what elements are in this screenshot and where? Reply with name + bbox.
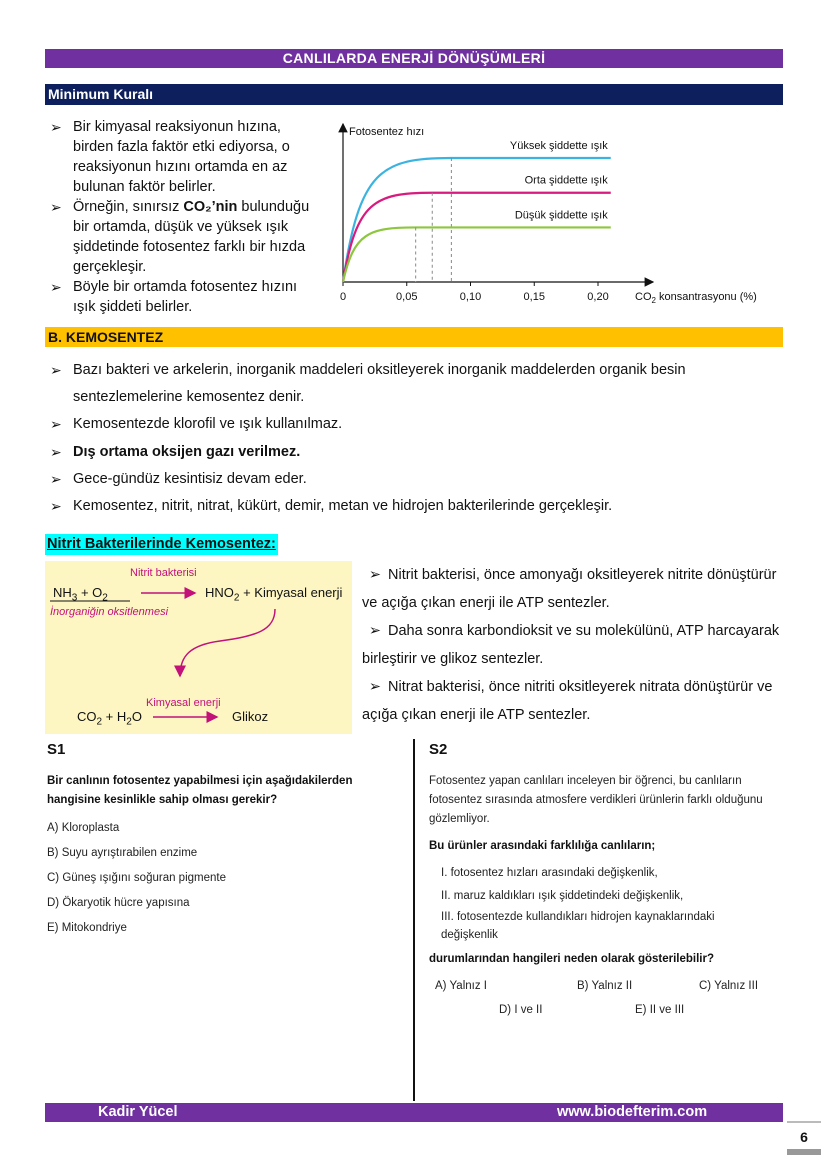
arrow-bullet-icon: ➢	[368, 567, 382, 583]
sub-2: 2	[102, 592, 108, 604]
series-line-3	[343, 227, 611, 282]
question-s1	[47, 741, 397, 941]
x-tick-label: 0	[339, 291, 347, 303]
minimum-bullet-3: ➢ Böyle bir ortamda fotosentez hızını ışık şiddeti belirler.	[47, 277, 315, 317]
products	[205, 585, 342, 604]
s2-option-b[interactable]: B) Yalnız II	[577, 980, 633, 992]
nitrit-paragraph-1	[362, 561, 788, 617]
question-s2	[429, 741, 771, 1029]
s1-label: S1	[47, 741, 66, 758]
nitrit-paragraphs	[362, 561, 788, 729]
o-text: O	[131, 709, 142, 724]
s2-label: S2	[429, 741, 448, 758]
nitrit-paragraph-2-text: Daha sonra karbondioksit ve su molekülünü, ATP harcayarak birleştirir ve glikoz sentezler.	[362, 623, 780, 667]
nitrit-paragraph-1-text: Nitrit bakterisi, önce amonyağı oksitleyerek nitrite dönüştürür ve açığa çıkan enerji ile ATP sentezler.	[362, 567, 777, 611]
glikoz: Glikoz	[232, 709, 269, 724]
kemosentez-bullet-4: ➢ Gece-gündüz kesintisiz devam eder.	[47, 466, 787, 493]
arrow-bullet-icon: ➢	[368, 623, 382, 639]
s1-option-b[interactable]: B) Suyu ayrıştırabilen enzime	[47, 847, 198, 859]
minimum-bullets	[47, 117, 315, 317]
sub-2d: 2	[126, 716, 132, 728]
s1-options	[47, 816, 397, 941]
s2-option-d[interactable]: D) I ve II	[499, 1004, 543, 1016]
minimum-bullet-2-rest: bulunduğu bir ortamda, düşük ve yüksek ışık şiddetinde fotosentez farklı bir hızda gerçekleşir.	[73, 199, 310, 275]
sub-2c: 2	[96, 716, 103, 728]
series-label-1: Yüksek şiddette ışık	[509, 140, 608, 152]
section-heading-kemosentez: B. KEMOSENTEZ	[45, 327, 783, 347]
section-heading-minimum: Minimum Kuralı	[45, 84, 783, 105]
s2-option-e[interactable]: E) II ve III	[635, 1004, 685, 1016]
column-divider	[413, 739, 415, 1101]
page-number: 6	[787, 1121, 821, 1151]
kemosentez-bullet-3: ➢ Dış ortama oksijen gazı verilmez.	[47, 439, 787, 466]
kimyasal-enerji-text: + Kimyasal enerji	[239, 585, 343, 600]
co2-bold: CO₂’nin	[183, 199, 238, 215]
nitrit-paragraph-2	[362, 617, 788, 673]
sub-3: 3	[71, 592, 78, 604]
kemosentez-bullets	[47, 357, 787, 520]
footer-bar	[45, 1103, 783, 1122]
s2-option-a[interactable]: A) Yalnız I	[435, 980, 487, 992]
x-tick-label: 0,20	[587, 291, 609, 303]
minimum-bullet-2-prefix: Örneğin, sınırsız	[73, 199, 180, 215]
s1-question: Bir canlının fotosentez yapabilmesi için aşağıdakilerden hangisine kesinlikle sahip olması gerekir?	[47, 775, 353, 806]
co-text: CO	[77, 709, 97, 724]
page-number-bar	[787, 1149, 821, 1155]
s2-item-1: I. fotosentez hızları arasındaki değişkenlik,	[441, 867, 658, 879]
kemosentez-bullet-1: ➢ Bazı bakteri ve arkelerin, inorganik maddeleri oksitleyerek inorganik maddelerden organik besin sentezlemelerine kemosentez denir.	[47, 357, 787, 411]
s2-option-c[interactable]: C) Yalnız III	[699, 980, 759, 992]
y-axis-label: Fotosentez hızı	[349, 126, 425, 138]
series-label-2: Orta şiddette ışık	[524, 174, 608, 187]
plus-h-text: + H	[102, 709, 127, 724]
nitrit-paragraph-3-text: Nitrat bakterisi, önce nitriti oksitleyerek nitrata dönüştürür ve açığa çıkan enerji ile ATP sentezler.	[362, 679, 773, 723]
x-tick-label: 0,10	[459, 291, 482, 303]
s1-option-a[interactable]: A) Kloroplasta	[47, 822, 120, 834]
s1-option-d[interactable]: D) Ökaryotik hücre yapısına	[47, 897, 190, 909]
minimum-bullet-2	[47, 197, 315, 277]
s2-lead: Bu ürünler arasındaki farklılığa canlıların;	[429, 840, 656, 852]
plus-o2-text: + O	[77, 585, 103, 600]
x-axis-label: $CO_2$ konsantrasyonu (%)	[635, 291, 757, 305]
series-line-2	[343, 193, 611, 282]
series-label-3: Düşük şiddette ışık	[514, 209, 608, 222]
s2-item-2: II. maruz kaldıkları ışık şiddetindeki değişkenlik,	[441, 890, 684, 902]
x-tick-label: 0,05	[396, 291, 418, 303]
s2-options	[429, 977, 771, 1029]
nh3-text: NH	[53, 585, 72, 600]
nitrit-paragraph-3	[362, 673, 788, 729]
sub-2b: 2	[233, 592, 240, 604]
co2-h2o	[77, 709, 142, 728]
s1-option-e[interactable]: E) Mitokondriye	[47, 922, 127, 934]
page-title: CANLILARDA ENERJİ DÖNÜŞÜMLERİ	[45, 49, 783, 68]
hno2-text: HNO	[205, 585, 234, 600]
minimum-bullet-1: ➢ Bir kimyasal reaksiyonun hızına, birden fazla faktör etki ediyorsa, o reaksiyonun hızını ortamda en az bulunan faktör belirler.	[47, 117, 315, 197]
chemosynthesis-diagram	[45, 561, 352, 734]
footer-author: Kadir Yücel	[98, 1104, 178, 1120]
label-nitrit-bakterisi: Nitrit bakterisi	[130, 567, 197, 579]
label-kimyasal-enerji: Kimyasal enerji	[146, 697, 221, 709]
footer-site[interactable]: www.biodefterim.com	[557, 1104, 708, 1120]
s2-item-3: III. fotosentezde kullandıkları hidrojen kaynaklarındaki değişkenlik	[441, 911, 715, 941]
photosynthesis-chart	[325, 112, 785, 312]
arrow-bullet-icon: ➢	[368, 679, 382, 695]
kemosentez-bullet-5: ➢ Kemosentez, nitrit, nitrat, kükürt, demir, metan ve hidrojen bakterilerinde gerçekleşir.	[47, 493, 787, 520]
x-tick-label: 0,15	[523, 291, 545, 303]
reactants	[53, 585, 108, 604]
s2-question: durumlarından hangileri neden olarak gösterilebilir?	[429, 953, 715, 965]
energy-curve-arrow	[180, 609, 275, 676]
label-inorganic-oxidation: İnorganiğin oksitlenmesi	[50, 606, 169, 618]
nitrit-heading: Nitrit Bakterilerinde Kemosentez:	[45, 534, 278, 555]
s2-intro: Fotosentez yapan canlıları inceleyen bir öğrenci, bu canlıların fotosentez sırasında atmosfere verdikleri ürünlerin farklı olduğunu gözlemliyor.	[429, 775, 763, 825]
s1-option-c[interactable]: C) Güneş ışığını soğuran pigmente	[47, 872, 226, 884]
kemosentez-bullet-2: ➢ Kemosentezde klorofil ve ışık kullanılmaz.	[47, 411, 787, 438]
s2-items	[429, 862, 771, 944]
